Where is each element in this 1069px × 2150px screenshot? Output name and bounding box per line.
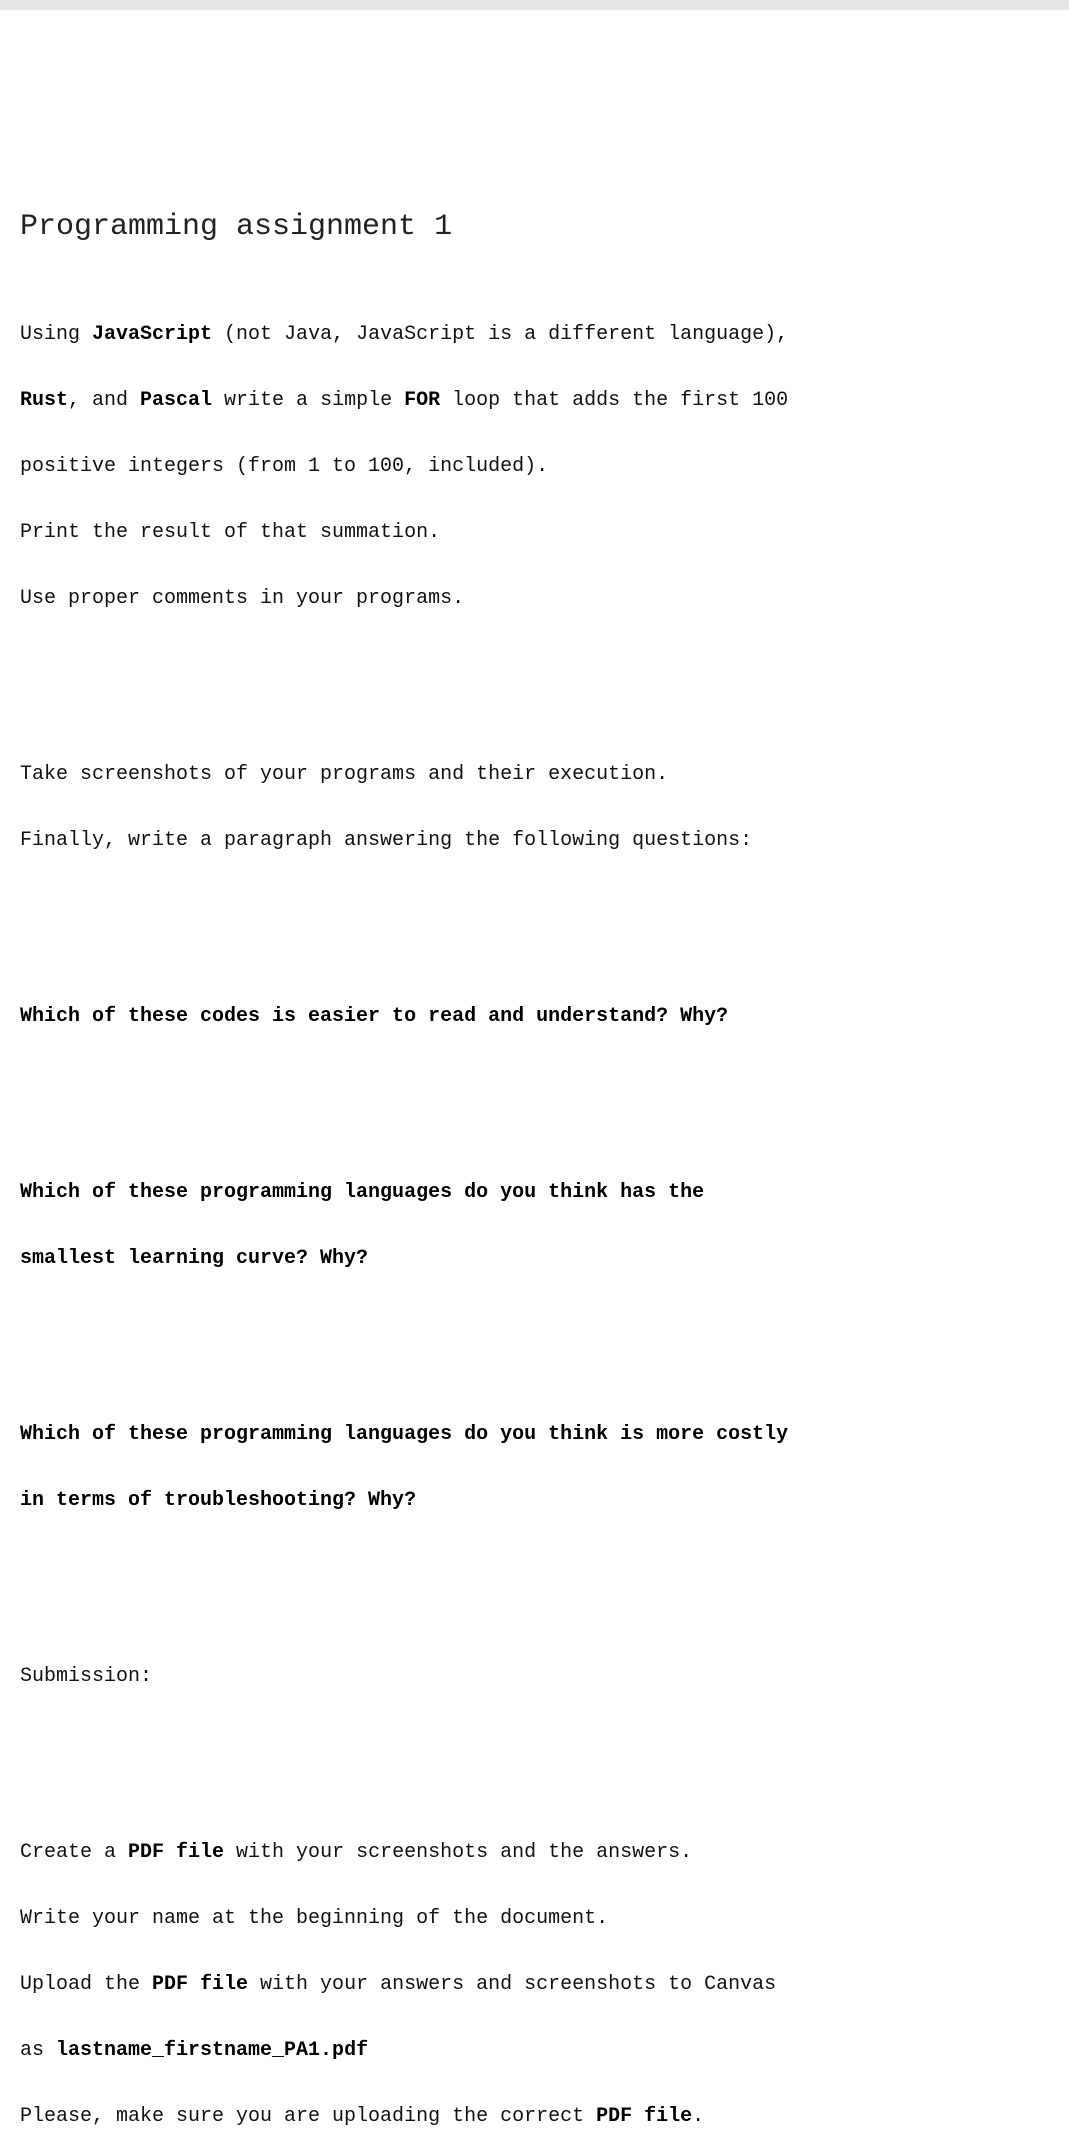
top-bar [0,0,1069,10]
submission-line-3: Upload the PDF file with your answers and screenshots to Canvas [20,1973,777,1996]
question-3-line-1: Which of these programming languages do you think is more costly [20,1423,789,1446]
intro-line-3: positive integers (from 1 to 100, included). [20,455,549,478]
intro-line-2: Rust, and Pascal write a simple FOR loop that adds the first 100 [20,389,789,412]
intro-line-4: Print the result of that summation. [20,521,441,544]
submission-line-5: Please, make sure you are uploading the correct PDF file. [20,2105,705,2128]
screens-line-1: Take screenshots of your programs and their execution. [20,763,669,786]
question-3-line-2: in terms of troubleshooting? Why? [20,1489,417,1512]
page-title: Programming assignment 1 [20,210,453,244]
submission-heading: Submission: [20,1665,153,1688]
submission-line-4: as lastname_firstname_PA1.pdf [20,2039,369,2062]
intro-line-1: Using JavaScript (not Java, JavaScript is a different language), [20,323,789,346]
question-2-line-2: smallest learning curve? Why? [20,1247,369,1270]
question-2-line-1: Which of these programming languages do you think has the [20,1181,705,1204]
submission-line-1: Create a PDF file with your screenshots and the answers. [20,1841,693,1864]
question-1: Which of these codes is easier to read and understand? Why? [20,1005,729,1028]
intro-line-5: Use proper comments in your programs. [20,587,465,610]
screens-line-2: Finally, write a paragraph answering the following questions: [20,829,753,852]
document-body [20,166,1060,2150]
filename: lastname_firstname_PA1.pdf [56,2039,369,2062]
submission-line-2: Write your name at the beginning of the document. [20,1907,609,1930]
